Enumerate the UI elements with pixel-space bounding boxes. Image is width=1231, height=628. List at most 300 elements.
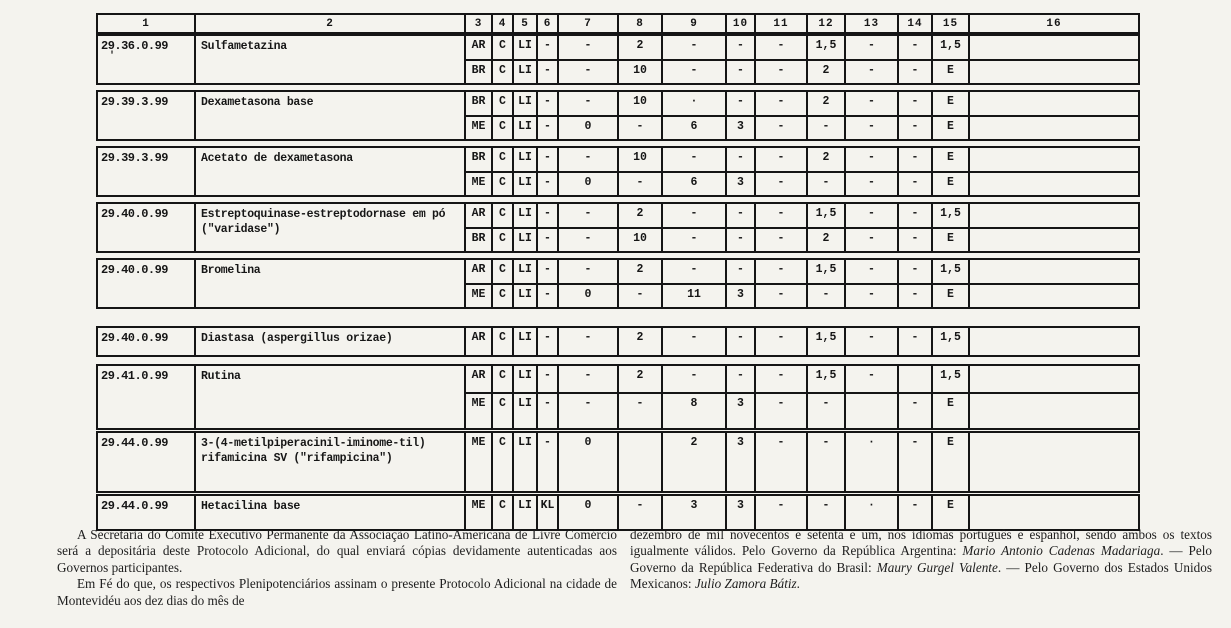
product-name: Dexametasona base	[194, 92, 464, 139]
cell-col-6: -	[536, 148, 557, 171]
cell-col-16	[968, 173, 1138, 196]
cell-col-8: 10	[617, 61, 661, 84]
column-header-5: 5	[512, 15, 536, 32]
country-rows	[464, 36, 1138, 83]
cell-col-15: E	[931, 117, 968, 140]
cell-col-14: -	[897, 496, 931, 529]
cell-col-16	[968, 285, 1138, 308]
cell-col-14: -	[897, 117, 931, 140]
column-header-16: 16	[968, 15, 1138, 32]
cell-col-8: 2	[617, 36, 661, 59]
cell-col-13: -	[844, 285, 897, 308]
cell-col-5: LI	[512, 61, 536, 84]
stray-mark: '	[109, 51, 115, 62]
cell-col-3: BR	[464, 148, 491, 171]
cell-col-9: -	[661, 61, 725, 84]
column-header-8: 8	[617, 15, 661, 32]
cell-col-3: ME	[464, 394, 491, 428]
cell-col-15: 1,5	[931, 366, 968, 392]
cell-col-5: LI	[512, 229, 536, 252]
product-code-text: 29.39.3.99	[101, 151, 169, 165]
product-code	[98, 433, 194, 491]
cell-col-13: -	[844, 204, 897, 227]
country-row	[464, 148, 1138, 171]
cell-col-9: -	[661, 148, 725, 171]
product-group	[96, 494, 1140, 531]
cell-col-13: -	[844, 61, 897, 84]
cell-col-15: E	[931, 496, 968, 529]
cell-col-7: -	[557, 229, 617, 252]
country-rows	[464, 328, 1138, 355]
cell-col-4: C	[491, 148, 512, 171]
product-group	[96, 34, 1140, 85]
cell-col-16	[968, 260, 1138, 283]
column-header-15: 15	[931, 15, 968, 32]
cell-col-6: -	[536, 285, 557, 308]
cell-col-12: -	[806, 173, 844, 196]
cell-col-12: 1,5	[806, 260, 844, 283]
column-header-9: 9	[661, 15, 725, 32]
cell-col-5: LI	[512, 433, 536, 491]
cell-col-16	[968, 433, 1138, 491]
cell-col-6: -	[536, 36, 557, 59]
product-name: Estreptoquinase-estreptodornase em pó ("varidase")	[194, 204, 464, 251]
country-rows	[464, 148, 1138, 195]
cell-col-3: BR	[464, 61, 491, 84]
product-code-text: 29.44.0.99	[101, 499, 169, 513]
cell-col-12: 1,5	[806, 366, 844, 392]
country-row	[464, 36, 1138, 59]
cell-col-7: 0	[557, 117, 617, 140]
table-body	[96, 34, 1140, 531]
product-group	[96, 202, 1140, 253]
cell-col-11: -	[754, 496, 806, 529]
cell-col-10: 3	[725, 394, 754, 428]
product-group	[96, 90, 1140, 141]
cell-col-8: -	[617, 496, 661, 529]
tariff-concessions-table	[96, 13, 1140, 531]
column-header-1: 1	[142, 17, 150, 30]
column-header-3: 3	[464, 15, 491, 32]
country-row	[464, 433, 1138, 491]
signatories-paragraph	[630, 527, 1212, 593]
closing-text: . — Pelo Governo dos Estados Unidos Mexicanos:	[630, 559, 1212, 592]
cell-col-13: -	[844, 328, 897, 355]
cell-col-7: -	[557, 260, 617, 283]
cell-col-15: E	[931, 173, 968, 196]
closing-text: .	[796, 576, 800, 592]
signatory-name: Julio Zamora Bátiz	[694, 576, 797, 592]
cell-col-10: -	[725, 61, 754, 84]
cell-col-5: LI	[512, 366, 536, 392]
column-header-7: 7	[557, 15, 617, 32]
cell-col-9: -	[661, 36, 725, 59]
cell-col-10: 3	[725, 173, 754, 196]
cell-col-14: -	[897, 173, 931, 196]
signatory-name: Mario Antonio Cadenas Madariaga	[962, 543, 1161, 559]
cell-col-9: 6	[661, 117, 725, 140]
cell-col-14	[897, 366, 931, 392]
cell-col-6: -	[536, 229, 557, 252]
signatory-name: Maury Gurgel Valente	[876, 559, 998, 575]
cell-col-5: LI	[512, 394, 536, 428]
cell-col-3: BR	[464, 92, 491, 115]
cell-col-3: ME	[464, 173, 491, 196]
cell-col-13: ·	[844, 496, 897, 529]
product-group	[96, 326, 1140, 357]
cell-col-4: C	[491, 285, 512, 308]
cell-col-13: -	[844, 366, 897, 392]
cell-col-10: 3	[725, 117, 754, 140]
product-name: Diastasa (aspergillus orizae)	[194, 328, 464, 355]
product-code-text: 29.40.0.99	[101, 263, 169, 277]
product-code-text: 29.40.0.99	[101, 207, 169, 221]
product-code-text: 29.40.0.99	[101, 331, 169, 345]
cell-col-11: -	[754, 366, 806, 392]
cell-col-6: -	[536, 433, 557, 491]
cell-col-13: -	[844, 173, 897, 196]
cell-col-5: LI	[512, 260, 536, 283]
country-row	[464, 366, 1138, 392]
cell-col-5: LI	[512, 117, 536, 140]
cell-col-6: -	[536, 92, 557, 115]
cell-col-11: -	[754, 229, 806, 252]
cell-col-15: 1,5	[931, 36, 968, 59]
cell-col-16	[968, 328, 1138, 355]
cell-col-13: ·	[844, 433, 897, 491]
cell-col-11: -	[754, 148, 806, 171]
cell-col-10: -	[725, 204, 754, 227]
cell-col-14: -	[897, 204, 931, 227]
product-code	[98, 260, 194, 307]
cell-col-6: KL	[536, 496, 557, 529]
cell-col-12: -	[806, 394, 844, 428]
cell-col-6: -	[536, 366, 557, 392]
cell-col-3: AR	[464, 366, 491, 392]
cell-col-15: 1,5	[931, 328, 968, 355]
column-header-12: 12	[806, 15, 844, 32]
cell-col-13: -	[844, 260, 897, 283]
cell-col-11: -	[754, 433, 806, 491]
cell-col-15: E	[931, 148, 968, 171]
cell-col-9: 2	[661, 433, 725, 491]
cell-col-10: 3	[725, 433, 754, 491]
cell-col-9: -	[661, 328, 725, 355]
cell-col-13: -	[844, 148, 897, 171]
product-code	[98, 328, 194, 355]
cell-col-9: -	[661, 204, 725, 227]
cell-col-11: -	[754, 173, 806, 196]
cell-col-5: LI	[512, 148, 536, 171]
cell-col-8: 10	[617, 229, 661, 252]
product-name: 3-(4-metilpiperacinil-iminome-til) rifamicina SV ("rifampicina")	[194, 433, 464, 491]
signing-paragraph: Em Fé do que, os respectivos Plenipotenciários assinam o presente Protocolo Adicional na cidade de Montevidéu aos dez dias do mês de	[57, 576, 617, 608]
product-code	[98, 92, 194, 139]
product-code-text: 29.39.3.99	[101, 95, 169, 109]
country-rows	[464, 204, 1138, 251]
cell-col-9: -	[661, 229, 725, 252]
cell-col-12: 2	[806, 148, 844, 171]
cell-col-5: LI	[512, 173, 536, 196]
cell-col-11: -	[754, 117, 806, 140]
cell-col-12: -	[806, 496, 844, 529]
column-header-10: 10	[725, 15, 754, 32]
cell-col-16	[968, 394, 1138, 428]
country-rows	[464, 260, 1138, 307]
cell-col-6: -	[536, 260, 557, 283]
cell-col-15: E	[931, 433, 968, 491]
cell-col-10: -	[725, 148, 754, 171]
cell-col-4: C	[491, 117, 512, 140]
cell-col-4: C	[491, 173, 512, 196]
cell-col-14: -	[897, 92, 931, 115]
cell-col-15: E	[931, 61, 968, 84]
cell-col-14: -	[897, 394, 931, 428]
cell-col-5: LI	[512, 36, 536, 59]
cell-col-11: -	[754, 285, 806, 308]
cell-col-6: -	[536, 328, 557, 355]
country-row	[464, 59, 1138, 84]
product-name: Hetacilina base	[194, 496, 464, 529]
cell-col-10: -	[725, 92, 754, 115]
cell-col-7: -	[557, 61, 617, 84]
cell-col-4: C	[491, 260, 512, 283]
product-code-text: 29.41.0.99	[101, 369, 169, 383]
cell-col-13: -	[844, 36, 897, 59]
product-code	[98, 496, 194, 529]
product-code	[98, 366, 194, 428]
cell-col-3: BR	[464, 229, 491, 252]
cell-col-3: ME	[464, 117, 491, 140]
column-header-6: 6	[536, 15, 557, 32]
cell-col-14: -	[897, 61, 931, 84]
cell-col-4: C	[491, 92, 512, 115]
cell-col-9: 11	[661, 285, 725, 308]
product-code-text: 29.44.0.99	[101, 436, 169, 450]
country-row	[464, 283, 1138, 308]
cell-col-13: -	[844, 92, 897, 115]
cell-col-8: -	[617, 394, 661, 428]
cell-col-8: 10	[617, 92, 661, 115]
cell-col-15: E	[931, 229, 968, 252]
cell-col-16	[968, 229, 1138, 252]
cell-col-14: -	[897, 260, 931, 283]
cell-col-15: E	[931, 92, 968, 115]
cell-col-13: -	[844, 229, 897, 252]
cell-col-10: 3	[725, 496, 754, 529]
product-name: Acetato de dexametasona	[194, 148, 464, 195]
cell-col-16	[968, 92, 1138, 115]
cell-col-7: 0	[557, 173, 617, 196]
cell-col-3: AR	[464, 260, 491, 283]
cell-col-4: C	[491, 204, 512, 227]
country-row	[464, 328, 1138, 355]
cell-col-5: LI	[512, 204, 536, 227]
country-rows	[464, 366, 1138, 428]
cell-col-9: ·	[661, 92, 725, 115]
column-header-14: 14	[897, 15, 931, 32]
cell-col-4: C	[491, 433, 512, 491]
cell-col-10: 3	[725, 285, 754, 308]
country-row	[464, 115, 1138, 140]
column-header-13: 13	[844, 15, 897, 32]
cell-col-14: -	[897, 285, 931, 308]
cell-col-3: AR	[464, 204, 491, 227]
cell-col-4: C	[491, 496, 512, 529]
country-row	[464, 171, 1138, 196]
cell-col-14: -	[897, 36, 931, 59]
column-header-4: 4	[491, 15, 512, 32]
cell-col-5: LI	[512, 496, 536, 529]
cell-col-10: -	[725, 366, 754, 392]
product-code	[98, 148, 194, 195]
cell-col-9: -	[661, 260, 725, 283]
country-row	[464, 260, 1138, 283]
cell-col-7: 0	[557, 285, 617, 308]
column-header-11: 11	[754, 15, 806, 32]
cell-col-15: E	[931, 285, 968, 308]
country-row	[464, 204, 1138, 227]
product-name: Bromelina	[194, 260, 464, 307]
cell-col-8: -	[617, 173, 661, 196]
cell-col-4: C	[491, 61, 512, 84]
cell-col-13: -	[844, 117, 897, 140]
cell-col-4: C	[491, 36, 512, 59]
cell-col-15: 1,5	[931, 260, 968, 283]
cell-col-14: -	[897, 328, 931, 355]
cell-col-8: 2	[617, 260, 661, 283]
cell-col-16	[968, 204, 1138, 227]
cell-col-8: 10	[617, 148, 661, 171]
product-code	[98, 204, 194, 251]
cell-col-8	[617, 433, 661, 491]
cell-col-16	[968, 117, 1138, 140]
cell-col-12: 2	[806, 92, 844, 115]
country-row	[464, 496, 1138, 529]
cell-col-8: -	[617, 285, 661, 308]
country-rows	[464, 92, 1138, 139]
cell-col-9: -	[661, 366, 725, 392]
product-group	[96, 431, 1140, 493]
cell-col-13	[844, 394, 897, 428]
cell-col-7: -	[557, 328, 617, 355]
cell-col-12: 1,5	[806, 328, 844, 355]
cell-col-14: -	[897, 148, 931, 171]
cell-col-10: -	[725, 328, 754, 355]
cell-col-14: -	[897, 433, 931, 491]
cell-col-15: E	[931, 394, 968, 428]
cell-col-4: C	[491, 229, 512, 252]
cell-col-11: -	[754, 61, 806, 84]
cell-col-7: -	[557, 394, 617, 428]
cell-col-3: ME	[464, 496, 491, 529]
cell-col-7: -	[557, 148, 617, 171]
cell-col-16	[968, 148, 1138, 171]
cell-col-7: -	[557, 92, 617, 115]
cell-col-12: -	[806, 117, 844, 140]
cell-col-12: 1,5	[806, 204, 844, 227]
cell-col-14: -	[897, 229, 931, 252]
cell-col-12: 2	[806, 229, 844, 252]
secretariat-paragraph: A Secretaria do Comitê Executivo Permanente da Associação Latino-Americana de Livre Comércio será a depositária deste Protocolo Adicional, do qual enviará cópias devidamente autenticadas aos Governos participantes.	[57, 527, 617, 575]
cell-col-15: 1,5	[931, 204, 968, 227]
cell-col-16	[968, 61, 1138, 84]
cell-col-8: 2	[617, 204, 661, 227]
country-row	[464, 92, 1138, 115]
cell-col-8: -	[617, 117, 661, 140]
cell-col-3: AR	[464, 328, 491, 355]
cell-col-11: -	[754, 260, 806, 283]
cell-col-7: 0	[557, 433, 617, 491]
cell-col-9: 6	[661, 173, 725, 196]
cell-col-8: 2	[617, 366, 661, 392]
table-header-row	[96, 13, 1140, 34]
cell-col-7: -	[557, 204, 617, 227]
cell-col-4: C	[491, 328, 512, 355]
cell-col-12: 2	[806, 61, 844, 84]
cell-col-10: -	[725, 229, 754, 252]
cell-col-9: 8	[661, 394, 725, 428]
cell-col-7: 0	[557, 496, 617, 529]
cell-col-10: -	[725, 260, 754, 283]
footer-left-column	[57, 527, 617, 609]
cell-col-6: -	[536, 117, 557, 140]
cell-col-5: LI	[512, 328, 536, 355]
product-name: Sulfametazina	[194, 36, 464, 83]
cell-col-11: -	[754, 36, 806, 59]
cell-col-3: AR	[464, 36, 491, 59]
cell-col-3: ME	[464, 433, 491, 491]
cell-col-6: -	[536, 204, 557, 227]
product-code	[98, 36, 194, 83]
cell-col-4: C	[491, 366, 512, 392]
column-header-2: 2	[194, 15, 464, 32]
country-row	[464, 227, 1138, 252]
cell-col-11: -	[754, 92, 806, 115]
country-rows	[464, 433, 1138, 491]
cell-col-12: -	[806, 433, 844, 491]
cell-col-10: -	[725, 36, 754, 59]
product-name: Rutina	[194, 366, 464, 428]
product-group	[96, 146, 1140, 197]
cell-col-16	[968, 36, 1138, 59]
product-group	[96, 364, 1140, 430]
cell-col-7: -	[557, 366, 617, 392]
product-code-text: 29.36.0.99	[101, 39, 169, 53]
cell-col-5: LI	[512, 285, 536, 308]
cell-col-11: -	[754, 394, 806, 428]
cell-col-4: C	[491, 394, 512, 428]
product-group	[96, 258, 1140, 309]
cell-col-16	[968, 366, 1138, 392]
cell-col-9: 3	[661, 496, 725, 529]
cell-col-16	[968, 496, 1138, 529]
cell-col-6: -	[536, 173, 557, 196]
cell-col-12: 1,5	[806, 36, 844, 59]
cell-col-3: ME	[464, 285, 491, 308]
cell-col-11: -	[754, 328, 806, 355]
cell-col-5: LI	[512, 92, 536, 115]
footer-right-column	[630, 527, 1212, 593]
cell-col-6: -	[536, 394, 557, 428]
country-rows	[464, 496, 1138, 529]
cell-col-6: -	[536, 61, 557, 84]
cell-col-12: -	[806, 285, 844, 308]
closing-text: dezembro de mil novecentos e setenta e um, nos idiomas português e espanhol, sendo ambos os textos igualmente válidos. Pelo Governo da República Argentina:	[630, 527, 1212, 559]
cell-col-8: 2	[617, 328, 661, 355]
cell-col-11: -	[754, 204, 806, 227]
cell-col-7: -	[557, 36, 617, 59]
